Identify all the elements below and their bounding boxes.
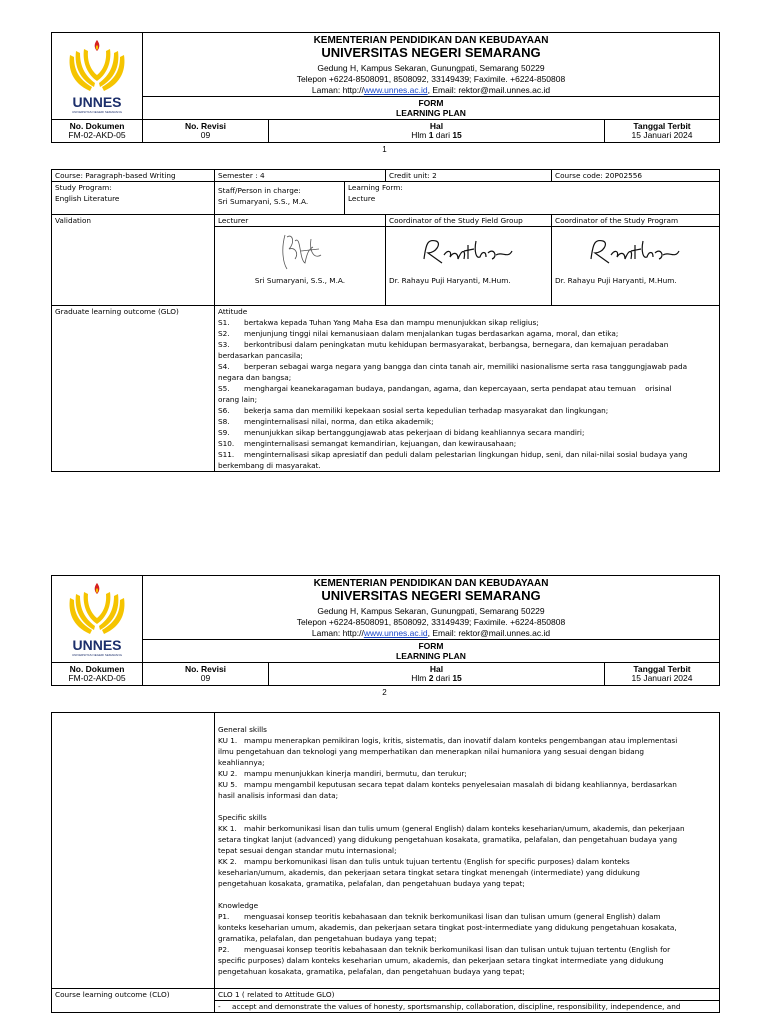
phone: Telepon +6224-8508091, 8508092, 33149439; Faximile. +6224-850808 [296, 74, 566, 84]
unnes-logo [52, 33, 143, 119]
glo-attitude: Attitude S1. bertakwa kepada Tuhan Yang Maha Esa dan mampu menunjukkan sikap religius; S2. menjunjung tinggi nilai kemanusiaan dalam menjalankan tugas berdasarkan agama, moral, dan etika; S3. berkontribusi dalam peningkatan mutu kehidupan bermasyarakat, berbangsa, bernegara, dan kemajuan peradaban berdasarkan pancasila; S4. berperan sebagai warga negara yang bangga dan cinta tanah air, memiliki nasionalisme serta rasa tanggungjawab pada negara dan bangsa; S5. menghargai keanekaragaman budaya, pandangan, agama, dan kepercayaan, serta pendapat atau temuan orisinal orang lain; S6. bekerja sama dan memiliki kepekaan sosial serta kepedulian terhadap masyarakat dan lingkungan; S8. menginternalisasi nilai, norma, dan etika akademik; S9. menunjukkan sikap bertanggungjawab atas pekerjaan di bidang keahliannya secara mandiri; S10. menginternalisasi semangat kemandirian, kejuangan, dan kewirausahaan; S11. menginternalisasi sikap apresiatif dan peduli dalam pelestarian lingkungan hidup, seni, dan nilai-nilai sosial budaya yang berkembang di masyarakat. [215, 306, 719, 471]
study-program: Study Program: English Literature [52, 182, 215, 214]
phone: Telepon +6224-8508091, 8508092, 33149439; Faximile. +6224-850808 [296, 617, 566, 627]
coord-field-header: Coordinator of the Study Field Group [386, 215, 551, 227]
web-line: Laman: http://www.unnes.ac.id, Email: rektor@mail.unnes.ac.id [311, 85, 551, 95]
logo-subtext: UNIVERSITAS NEGERI SEMARANG [71, 110, 123, 114]
date-label: Tanggal Terbit [633, 121, 691, 131]
web-line: Laman: http://www.unnes.ac.id, Email: rektor@mail.unnes.ac.id [311, 628, 551, 638]
form-label: FORM LEARNING PLAN [396, 641, 466, 661]
coord-program-name: Dr. Rahayu Puji Haryanti, M.Hum. [555, 276, 677, 285]
address: Gedung H, Kampus Sekaran, Gunungpati, Semarang 50229 [317, 606, 545, 616]
glo-label: Graduate learning outcome (GLO) [52, 306, 215, 471]
attitude-item: S9. menunjukkan sikap bertanggungjawab atas pekerjaan di bidang keahliannya secara mandiri; [218, 428, 585, 437]
specific-skill-item: KK 1. mahir berkomunikasi lisan dan tulis umum (general English) dalam konteks keseharian/umum, akademis, dan pekerjaan [218, 824, 685, 833]
website-link[interactable]: www.unnes.ac.id [363, 628, 428, 638]
lecturer-name: Sri Sumaryani, S.S., M.A. [254, 276, 346, 285]
logo-subtext: UNIVERSITAS NEGERI SEMARANG [71, 653, 123, 657]
course-name: Course: Paragraph-based Writing [52, 170, 215, 181]
general-skill-item: KU 5. mampu mengambil keputusan secara tepat dalam konteks penyelesaian masalah di bidang keahliannya, berdasarkan [218, 780, 677, 789]
page-indicator: Hlm 2 dari 15 [411, 673, 462, 683]
coord-program-header: Coordinator of the Study Program [552, 215, 719, 227]
revision: 09 [200, 130, 211, 140]
attitude-item: S2. menjunjung tinggi nilai kemanusiaan dalam menjalankan tugas berdasarkan agama, moral, dan etika; [218, 329, 619, 338]
date-label: Tanggal Terbit [633, 664, 691, 674]
page-label: Hal [429, 121, 444, 131]
clo-content [215, 989, 719, 1012]
revision-label: No. Revisi [184, 664, 227, 674]
clo1-item: - accept and demonstrate the values of honesty, sportsmanship, collaboration, discipline, responsibility, independence, and [218, 1002, 681, 1011]
knowledge-title: Knowledge [218, 901, 259, 910]
attitude-item: S6. bekerja sama dan memiliki kepekaan sosial serta kepedulian terhadap masyarakat dan lingkungan; [218, 406, 609, 415]
attitude-item: S8. menginternalisasi nilai, norma, dan etika akademik; [218, 417, 434, 426]
ministry-name: KEMENTERIAN PENDIDIKAN DAN KEBUDAYAAN [313, 578, 549, 589]
university-name: UNIVERSITAS NEGERI SEMARANG [321, 588, 541, 603]
general-skill-item: KU 2. mampu menunjukkan kinerja mandiri, bermutu, dan terukur; [218, 769, 467, 778]
course-table [51, 169, 720, 472]
attitude-item: S3. berkontribusi dalam peningkatan mutu kehidupan bermasyarakat, berbangsa, bernegara, dan kemajuan peradaban [218, 340, 669, 349]
university-name: UNIVERSITAS NEGERI SEMARANG [321, 45, 541, 60]
glo-continued-table [51, 712, 720, 1013]
knowledge-item: P2. menguasai konsep teoritis kebahasaan dan teknik berkomunikasi lisan dan tulisan untuk tujuan tertentu (English for [218, 945, 671, 954]
form-label: FORM LEARNING PLAN [396, 98, 466, 118]
specific-skills-title: Specific skills [218, 813, 267, 822]
attitude-item: S11. menginternalisasi sikap apresiatif dan peduli dalam pelestarian lingkungan hidup, seni, dan nilai-nilai sosial budaya yang [218, 450, 688, 459]
doc-no-label: No. Dokumen [69, 121, 125, 131]
attitude-item: S4. berperan sebagai warga negara yang bangga dan cinta tanah air, memiliki nasionalisme serta rasa tanggungjawab pada [218, 362, 688, 371]
page-number: 2 [382, 688, 387, 697]
coord-field-name: Dr. Rahayu Puji Haryanti, M.Hum. [389, 276, 511, 285]
website-link[interactable]: www.unnes.ac.id [363, 85, 428, 95]
lecturer-header: Lecturer [215, 215, 385, 227]
credit-unit: Credit unit: 2 [386, 170, 552, 181]
staff-in-charge: Staff/Person in charge: Sri Sumaryani, S.S., M.A. [215, 182, 345, 214]
logo-text: UNNES [72, 94, 122, 110]
doc-no-label: No. Dokumen [69, 664, 125, 674]
clo-label: Course learning outcome (CLO) [52, 989, 215, 1012]
course-code: Course code: 20P02556 [555, 171, 643, 180]
document-header [51, 575, 720, 686]
learning-form: Learning Form: Lecture [348, 183, 403, 203]
ministry-name: KEMENTERIAN PENDIDIKAN DAN KEBUDAYAAN [313, 35, 549, 46]
lecturer-column [215, 215, 386, 305]
lecturer-signature [215, 227, 385, 275]
coord-field-signature [386, 227, 551, 275]
coord-program-column [552, 215, 719, 305]
glo-skills-knowledge: General skills KU 1. mampu menerapkan pemikiran logis, kritis, sistematis, dan inovatif dalam konteks pengembangan atau implementasi ilmu pengetahuan dan teknologi yang memperhatikan dan menerapkan nilai humaniora yang sesuai dengan bidang keahliannya; KU 2. mampu menunjukkan kinerja mandiri, bermutu, dan terukur; KU 5. mampu mengambil keputusan secara tepat dalam konteks penyelesaian masalah di bidang keahliannya, berdasarkan hasil analisis informasi dan data; Specific skills KK 1. mahir berkomunikasi lisan dan tulis umum (general English) dalam konteks keseharian/umum, akademis, dan pekerjaan setara tingkat lanjut (advanced) yang didukung pengetahuan kosakata, gramatika, pelafalan, dan pengetahuan budaya yang tepat sesuai dengan standar mutu internasional; KK 2. mampu berkomunikasi lisan dan tulis untuk tujuan tertentu (English for specific purposes) dalam konteks keseharian/umum, akademis, dan pekerjaan setara tingkat setara tingkat menengah (intermediate) yang didukung pengetahuan kosakata, gramatika, pelafalan, dan pengetahuan budaya yang tepat; Knowledge P1. menguasai konsep teoritis kebahasaan dan teknik berkomunikasi lisan dan tulisan umum (general English) dalam konteks keseharian umum, akademis, dan pekerjaan setara tingkat post-intermediate yang didukung pengetahuan kosakata, gramatika, pelafalan, dan pengetahuan budaya yang tepat; P2. menguasai konsep teoritis kebahasaan dan teknik berkomunikasi lisan dan tulisan untuk tujuan tertentu (English for specific purposes) dalam konteks keseharian umum, akademis, dan pekerjaan setara tingkat intermediate yang didukung pengetahuan kosakata, gramatika, pelafalan, dan pengetahuan budaya yang tepat; [215, 713, 719, 988]
document-header [51, 32, 720, 143]
logo-text: UNNES [72, 637, 122, 653]
doc-no: FM-02-AKD-05 [68, 673, 126, 683]
page-indicator: Hlm 1 dari 15 [411, 130, 462, 140]
clo1-title: CLO 1 ( related to Attitude GLO) [215, 989, 719, 1001]
attitude-item: S10. menginternalisasi semangat kemandirian, kejuangan, dan kewirausahaan; [218, 439, 517, 448]
issue-date: 15 Januari 2024 [631, 673, 693, 683]
semester: Semester : 4 [215, 170, 386, 181]
attitude-item: S1. bertakwa kepada Tuhan Yang Maha Esa dan mampu menunjukkan sikap religius; [218, 318, 539, 327]
revision-label: No. Revisi [184, 121, 227, 131]
general-skill-item: KU 1. mampu menerapkan pemikiran logis, kritis, sistematis, dan inovatif dalam konteks pengembangan atau implementasi [218, 736, 678, 745]
issue-date: 15 Januari 2024 [631, 130, 693, 140]
attitude-item: S5. menghargai keanekaragaman budaya, pandangan, agama, dan kepercayaan, serta pendapat atau temuan orisinal [218, 384, 672, 393]
doc-no: FM-02-AKD-05 [68, 130, 126, 140]
coord-program-signature [552, 227, 719, 275]
coord-field-column [386, 215, 552, 305]
general-skills-title: General skills [218, 725, 267, 734]
page-label: Hal [429, 664, 444, 674]
unnes-logo [52, 576, 143, 662]
page-number: 1 [382, 145, 387, 154]
validation-label: Validation [52, 215, 215, 305]
attitude-title: Attitude [218, 307, 248, 316]
specific-skill-item: KK 2. mampu berkomunikasi lisan dan tulis untuk tujuan tertentu (English for specific purposes) dalam konteks [218, 857, 630, 866]
knowledge-item: P1. menguasai konsep teoritis kebahasaan dan teknik berkomunikasi lisan dan tulisan umum (general English) dalam [218, 912, 661, 921]
revision: 09 [200, 673, 211, 683]
address: Gedung H, Kampus Sekaran, Gunungpati, Semarang 50229 [317, 63, 545, 73]
